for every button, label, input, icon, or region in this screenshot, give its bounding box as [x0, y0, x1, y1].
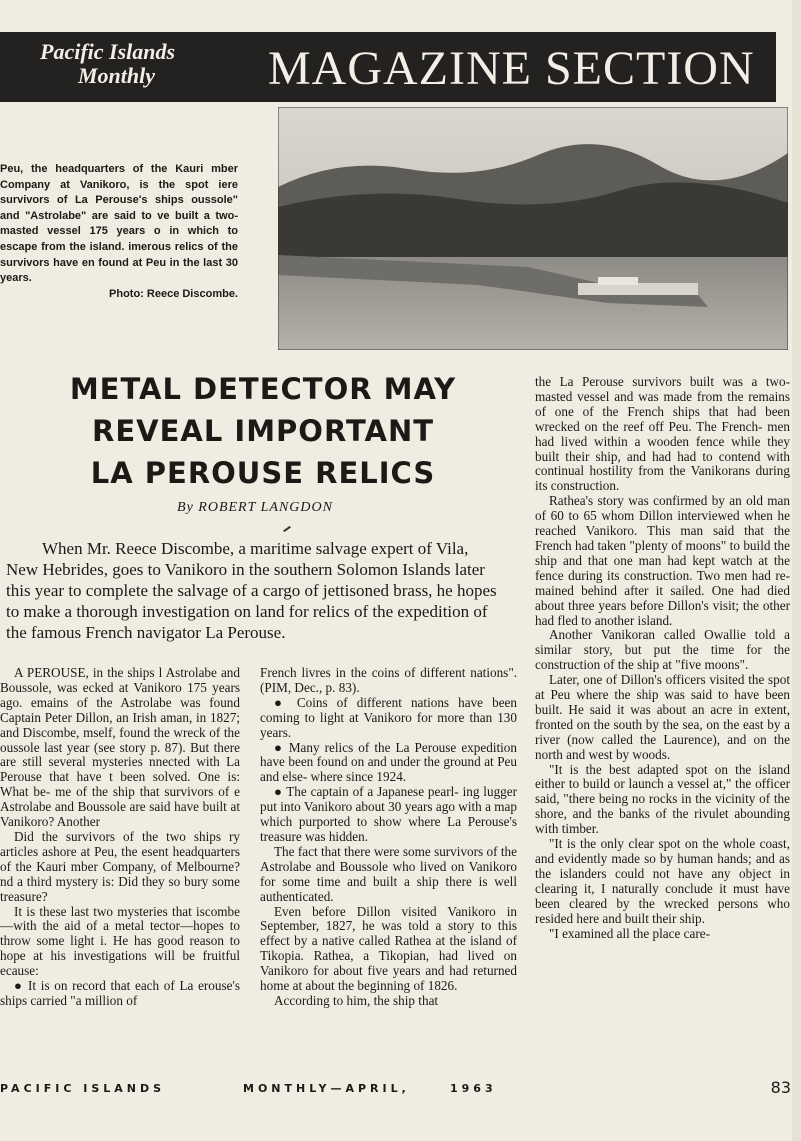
paragraph: ● It is on record that each of La erouse's ships carried "a million of [0, 978, 240, 1008]
page-number: 83 [770, 1078, 791, 1097]
paragraph: "It is the only clear spot on the whole coast, and evidently made so by human hands; and as the islanders could not have any object in clearing it, I naturally conclude it must have been cleared by the wrecked persons who resided here and built their ship. [535, 836, 790, 926]
paragraph: "It is the best adapted spot on the island either to build or launch a vessel at," the officer said, "there being no rocks in the vicinity of the shore, and the banks of the rivulet abounding with timber. [535, 761, 790, 837]
photo-credit: Photo: Reece Discombe. [109, 287, 238, 300]
masthead-logo [40, 40, 175, 88]
paragraph: According to him, the ship that [274, 992, 439, 1008]
section-banner [0, 32, 776, 102]
lead-paragraph [6, 538, 498, 643]
caption-text: Peu, the headquarters of the Kauri mber Company at Vanikoro, is the spot iere survivors of La Perouse's ships oussole" and "Astrolabe" are said to ve built a two-masted vessel 175 years o in which to escape from the island. imerous relics of the survivors have en found at Peu in the last 30 years. [0, 163, 238, 285]
headline-line-3: LA PEROUSE RELICS [90, 456, 436, 490]
paragraph: "I examined all the place care- [549, 925, 710, 941]
headline-line-2: REVEAL IMPORTANT [91, 414, 435, 448]
headline-line-1: METAL DETECTOR MAY [69, 372, 457, 406]
paragraph: Rathea's story was confirmed by an old man of 60 to 65 whom Dillon interviewed when he reached Vanikoro. This man said that the French had taken "plenty of moons" to build the ship and that one man had kept watch at the fence during its construction. Two men had re- mained behind after it sailed. One had died about three years before Dillon's visit; the other had fled to another island. [535, 493, 790, 628]
masthead-line-1: Pacific Islands [40, 39, 176, 64]
paragraph: ● Coins of different nations have been coming to light at Vanikoro for more than 130 years. [260, 694, 517, 740]
byline: By ROBERT LANGDON [177, 500, 333, 515]
footer-publication: PACIFIC ISLANDS [0, 1082, 166, 1095]
section-title: MAGAZINE SECTION [268, 42, 755, 95]
paragraph: ● The captain of a Japanese pearl- ing lugger put into Vanikoro about 30 years ago with a map which purported to show where La Perouse's treasure was hidden. [260, 784, 517, 844]
lead-text: When Mr. Reece Discombe, a maritime salvage expert of Vila, New Hebrides, goes to Vanikoro in the southern Solomon Islands later this year to complete the salvage of a cargo of jettisoned brass, he hopes to make a thorough investigation on land for relics of the expedition of the famous French navigator La Perouse. [6, 539, 497, 642]
column-2 [260, 666, 517, 1009]
column-1 [0, 666, 240, 1009]
article-headline [38, 368, 488, 494]
paragraph: The fact that there were some survivors of the Astrolabe and Boussole who lived on Vanikoro for some time and built a ship there is well authenticated. [260, 843, 517, 904]
masthead-line-2: Monthly [78, 63, 156, 88]
paragraph: French livres in the coins of different nations". (PIM, Dec., p. 83). [260, 665, 517, 695]
column-3 [535, 375, 790, 941]
footer-issue: MONTHLY—APRIL, [243, 1082, 410, 1095]
paragraph: Even before Dillon visited Vanikoro in September, 1827, he was told a story to this effect by a native called Rathea at the island of Tikopia. Rathea, a Tikopian, had lived on Vanikoro for about five years and had returned home at about the beginning of 1826. [260, 903, 517, 994]
page-footer [0, 1078, 795, 1098]
page-edge [792, 0, 801, 1141]
paragraph: Another Vanikoran called Owallie told a similar story, but put the time for the construction of the ship at "five moons". [535, 627, 790, 673]
photo-caption [0, 162, 238, 302]
pencil-mark [283, 526, 291, 532]
paragraph: It is these last two mysteries that iscombe—with the aid of a metal tector—hopes to throw some light i. He has good reason to hope at his investigations will be fruitful ecause: [0, 903, 240, 979]
paragraph: A PEROUSE, in the ships l Astrolabe and Boussole, was ecked at Vanikoro 175 years ago. emains of the Astrolabe was found Captain Peter Dillon, an Irish aman, in 1827; and Discombe, mself, found the wreck of the oussole last year (see story p. 87). But there are still several mysteries nnected with La Perouse that have t been solved. One is: What be- me of the ship that survivors of e Astrolabe and Boussole are said have built at Vanikoro? Another [0, 665, 240, 830]
paragraph: Did the survivors of the two ships ry articles ashore at Peu, the esent headquarters of the Kauri mber Company, of Melbourne? nd a third mystery is: Did they so bury some treasure? [0, 828, 240, 904]
paragraph: Later, one of Dillon's officers visited the spot at Peu where the ship was said to have been built. He said it was about an acre in extent, fronted on the south by the sea, on the east by a river (now called the Laurence), and on the north and west by woods. [535, 672, 790, 762]
paragraph: the La Perouse survivors built was a two-masted vessel and was made from the remains of one of the French ships that had been wrecked on the reef off Peu. The French- men had lived within a wooden fence while they built their ship, and had had to contend with continual hostility from the Vanikorans during its construction. [535, 374, 790, 494]
harbor-photo [278, 107, 788, 350]
paragraph: ● Many relics of the La Perouse expedition have been found on and under the ground at Peu and else- where since 1924. [260, 739, 517, 785]
footer-year: 1963 [450, 1082, 497, 1095]
